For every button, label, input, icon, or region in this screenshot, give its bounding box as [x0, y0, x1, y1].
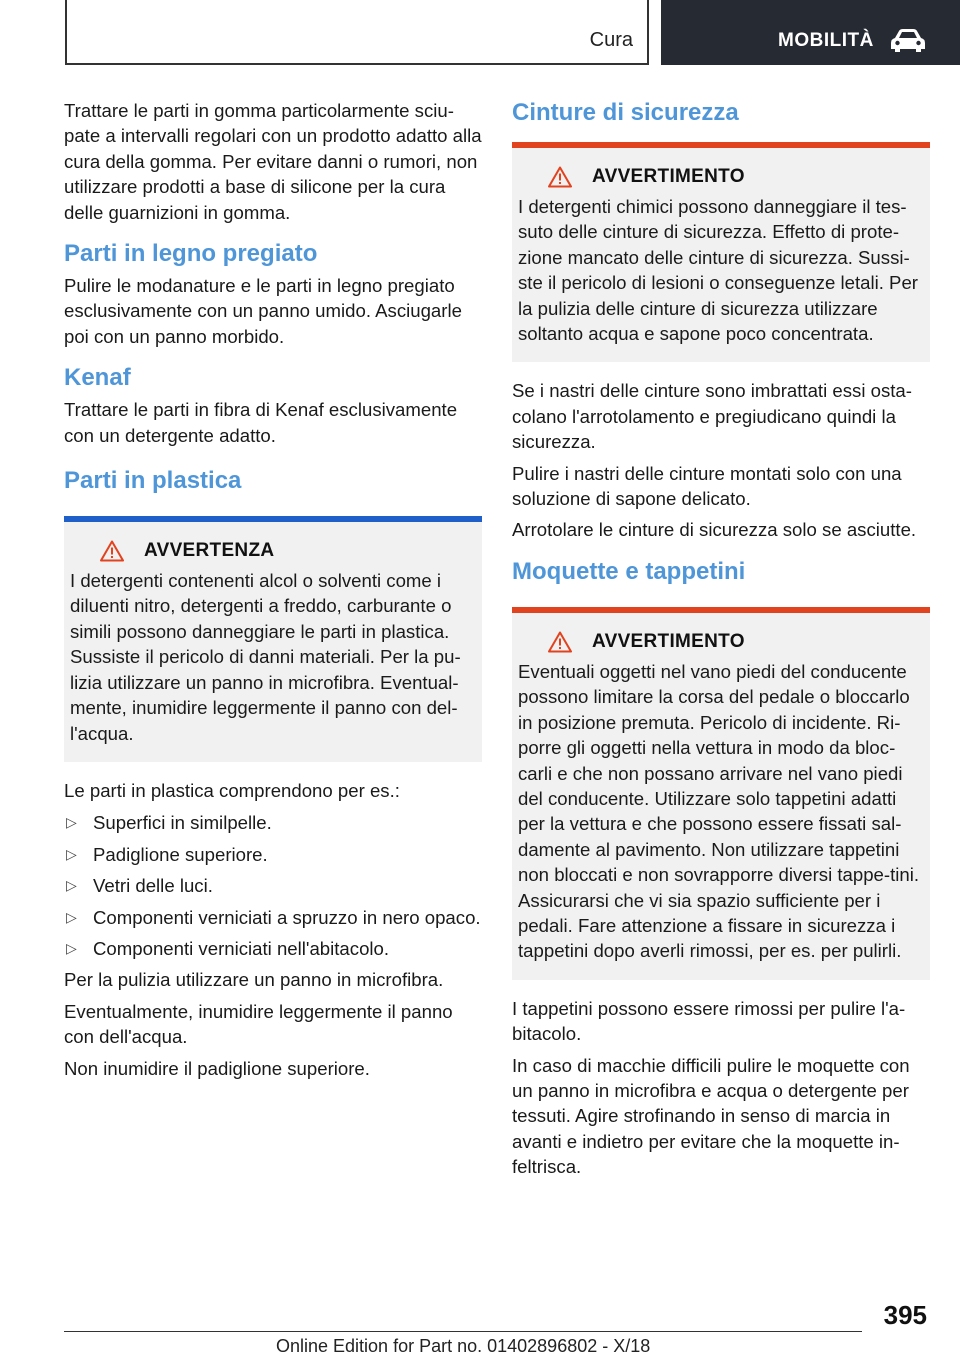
cinture-text-3: Arrotolare le cinture di sicurezza solo se asciutte. [512, 519, 917, 541]
triangle-bullet-icon: ▷ [66, 908, 77, 925]
cinture-text-2: Pulire i nastri delle cinture montati solo con una soluzione di sapone delicato. [512, 462, 902, 510]
moquette-text-1: I tappetini possono essere rimossi per pulire l'a-bitacolo. [512, 997, 906, 1045]
list-item: ▷ Superfici in similpelle. [64, 810, 482, 835]
right-column [512, 98, 930, 1186]
header-section-box [65, 0, 649, 65]
plastica-intro: Le parti in plastica comprendono per es.: [64, 779, 400, 801]
section-title-legno: Parti in legno pregiato [64, 240, 318, 268]
header-chapter-title: MOBILITÀ [778, 30, 874, 51]
footer-divider [64, 1331, 862, 1332]
header-section-title: Cura [589, 29, 633, 51]
warning-triangle-icon [548, 631, 572, 653]
triangle-bullet-icon: ▷ [66, 939, 77, 956]
warning-text: I detergenti chimici possono danneggiare il tes-suto delle cinture di sicurezza. Effetto di prote-zione mancato delle cinture di sicurezza. Sussi-ste il pericolo di lesioni o conseguenze letali. Per la pulizia delle cinture di sicurezza utilizzare soltanto acqua e sapone poco concentrata. [518, 196, 918, 345]
cinture-warning-box [512, 142, 930, 362]
section-title-moquette: Moquette e tappetini [512, 557, 746, 585]
warning-text: Eventuali oggetti nel vano piedi del conducente possono limitare la corsa del pedale o bloccarlo in posizione premuta. Pericolo di incidente. Ri-porre gli oggetti nella vettura in modo da bloc-carli e che non possano arrivare nel vano piedi del conducente. Utilizzare solo tappetini adatti per la vettura e che possono essere fissati sal-damente al pavimento. Non utilizzare tappetini non bloccati e non sovrapporre diversi tappe-tini. Assicurarsi che vi sia spazio sufficiente per i pedali. Fare attenzione a fissare in sicurezza i tappetini dopo averli rimossi, per es. per pulirli. [518, 660, 920, 962]
plastica-list [64, 810, 482, 961]
warning-triangle-icon [548, 166, 572, 188]
plastica-text-1: Per la pulizia utilizzare un panno in microfibra. [64, 969, 444, 991]
section-title-kenaf: Kenaf [64, 364, 131, 392]
warning-title: AVVERTIMENTO [592, 630, 745, 652]
plastica-warning-box [64, 516, 482, 762]
warning-bar [64, 516, 482, 522]
page-number: 395 [883, 1300, 927, 1330]
warning-title: AVVERTIMENTO [592, 166, 745, 187]
list-item: ▷ Padiglione superiore. [64, 842, 482, 867]
list-item: ▷ Componenti verniciati a spruzzo in nero opaco. [64, 905, 482, 930]
header-chapter-box [661, 0, 960, 65]
legno-text: Pulire le modanature e le parti in legno pregiato esclusivamente con un panno umido. Asciugarle poi con un panno morbido. [64, 275, 462, 347]
section-title-cinture: Cinture di sicurezza [512, 99, 739, 126]
footer-edition: Online Edition for Part no. 01402896802 - X/18 [276, 1336, 651, 1356]
list-item: ▷ Componenti verniciati nell'abitacolo. [64, 936, 482, 961]
car-icon [889, 28, 927, 54]
plastica-text-2: Eventualmente, inumidire leggermente il panno con dell'acqua. [64, 1000, 453, 1048]
warning-bar [512, 607, 930, 613]
warning-triangle-icon [100, 540, 124, 562]
triangle-bullet-icon: ▷ [66, 814, 77, 831]
left-column [64, 98, 482, 1087]
kenaf-text: Trattare le parti in fibra di Kenaf esclusivamente con un detergente adatto. [64, 399, 458, 446]
warning-bar [512, 142, 930, 148]
triangle-bullet-icon: ▷ [66, 845, 77, 862]
warning-text: I detergenti contenenti alcol o solventi come i diluenti nitro, detergenti a freddo, carburante o simili possono danneggiare le parti in plastica. Sussiste il pericolo di danni materiali. Per la pu-lizia utilizzare un panno in microfibra. Eventual-mente, inumidire leggermente il panno con del-l'acqua. [70, 570, 461, 744]
moquette-text-2: In caso di macchie difficili pulire le moquette con un panno in microfibra e acqua o detergente per tessuti. Agire strofinando in senso di marcia in avanti e indietro per evitare che la moquette in-feltrisca. [512, 1054, 910, 1178]
list-item: ▷ Vetri delle luci. [64, 873, 482, 898]
triangle-bullet-icon: ▷ [66, 877, 77, 894]
moquette-warning-box [512, 607, 930, 980]
section-title-plastica: Parti in plastica [64, 467, 242, 495]
cinture-text-1: Se i nastri delle cinture sono imbrattati essi osta-colano l'arrotolamento e pregiudicano quindi la sicurezza. [512, 380, 912, 453]
warning-title: AVVERTENZA [144, 540, 275, 562]
rubber-care-text: Trattare le parti in gomma particolarmente sciu-pate a intervalli regolari con un prodotto adatto alla cura della gomma. Per evitare danni o rumori, non utilizzare prodotti a base di silicone per la cura delle guarnizioni in gomma. [64, 100, 482, 223]
plastica-text-3: Non inumidire il padiglione superiore. [64, 1057, 370, 1079]
